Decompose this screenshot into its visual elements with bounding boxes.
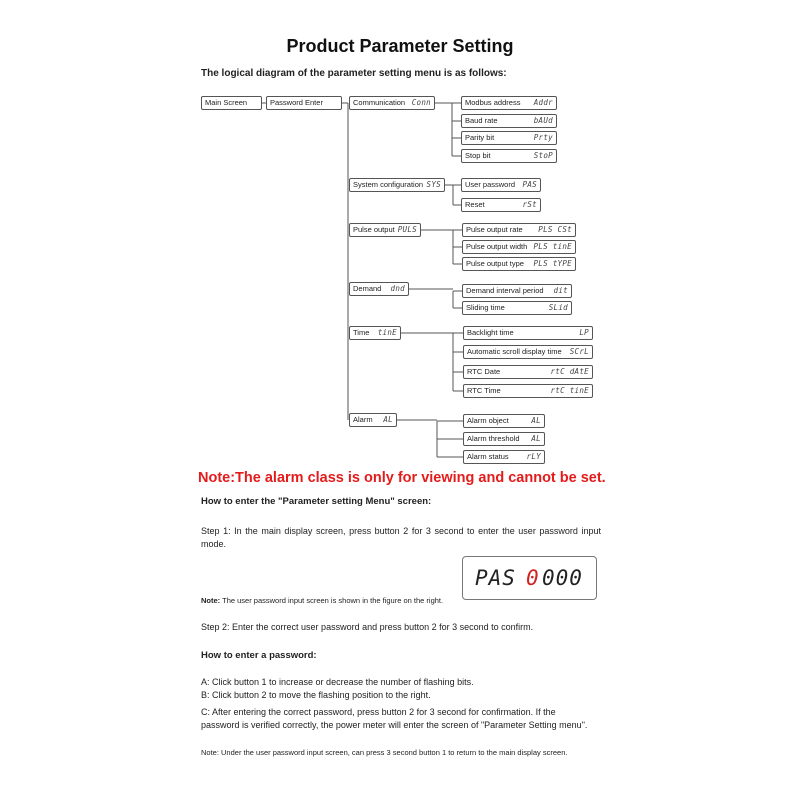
lcd-prefix: PAS [475,566,516,590]
lcd-code: LP [579,328,589,337]
password-screen-note [201,596,443,605]
menu-label: Time [353,328,370,337]
lcd-digits: 000 [542,566,583,590]
menu-item [463,384,593,398]
return-note: Note: Under the user password input screen, can press 3 second button 1 to return to the main display screen. [201,748,568,757]
instruction-a: A: Click button 1 to increase or decrease the number of flashing bits. [201,677,474,687]
password-lcd-display [462,556,597,600]
menu-label: Alarm object [467,416,509,425]
menu-label: Pulse output rate [466,225,523,234]
lcd-code: SCrL [569,347,589,356]
menu-label: System configuration [353,180,424,189]
instruction-c-line2: password is verified correctly, the power meter will enter the screen of "Parameter Setting menu". [201,720,588,730]
note-text: The user password input screen is shown in the figure on the right. [220,596,444,605]
lcd-code: AL [383,415,393,424]
lcd-flashing-digit: 0 [526,566,540,590]
menu-item [463,432,545,446]
menu-group-2 [349,223,421,237]
menu-item [461,149,557,163]
lcd-code: AL [531,416,541,425]
password-heading: How to enter a password: [201,650,317,661]
menu-group-3 [349,282,409,296]
menu-label: Stop bit [465,151,491,160]
menu-item [463,365,593,379]
menu-label: Automatic scroll display time [467,347,562,356]
menu-item [462,301,572,315]
note-label: Note: [201,596,221,605]
lcd-code: dnd [390,284,405,293]
lcd-code: rLY [526,452,541,461]
lcd-code: bAUd [533,116,553,125]
menu-item [462,240,576,254]
menu-label: Sliding time [466,303,505,312]
alarm-note: Note:The alarm class is only for viewing and cannot be set. [198,470,606,486]
menu-label: Demand interval period [466,286,544,295]
menu-group-4 [349,326,401,340]
menu-label: Modbus address [465,98,521,107]
menu-item [463,414,545,428]
lcd-code: PLS tYPE [533,259,572,268]
diagram-intro: The logical diagram of the parameter setting menu is as follows: [201,68,507,79]
lcd-code: AL [531,434,541,443]
menu-label: Demand [353,284,382,293]
main-screen-box [201,96,262,110]
step-1-text: Step 1: In the main display screen, press button 2 for 3 second to enter the user password input mode. [201,526,601,549]
menu-item [461,131,557,145]
menu-item [461,114,557,128]
menu-label: Main Screen [205,98,248,107]
lcd-code: dit [553,286,568,295]
lcd-code: PULS [397,225,417,234]
lcd-code: SLid [548,303,568,312]
menu-label: Alarm threshold [467,434,520,443]
lcd-code: PAS [522,180,537,189]
menu-label: Baud rate [465,116,498,125]
menu-item [463,326,593,340]
menu-item [463,345,593,359]
menu-label: User password [465,180,516,189]
menu-label: Pulse output [353,225,395,234]
lcd-code: rtC dAtE [550,367,589,376]
menu-label: Backlight time [467,328,514,337]
menu-group-1 [349,178,445,192]
menu-item [463,450,545,464]
menu-label: Alarm status [467,452,509,461]
lcd-code: Addr [533,98,553,107]
instruction-b: B: Click button 2 to move the flashing position to the right. [201,690,431,700]
menu-label: Pulse output width [466,242,528,251]
menu-label: Communication [353,98,406,107]
menu-label: Reset [465,200,485,209]
menu-item [461,96,557,110]
menu-item [461,178,541,192]
password-enter-box [266,96,342,110]
menu-label: RTC Date [467,367,501,376]
menu-item [462,223,576,237]
page-title: Product Parameter Setting [286,36,514,56]
step-2-text: Step 2: Enter the correct user password and press button 2 for 3 second to confirm. [201,622,534,632]
menu-label: Password Enter [270,98,323,107]
lcd-code: StoP [533,151,553,160]
lcd-code: rSt [522,200,537,209]
lcd-code: SYS [426,180,441,189]
menu-group-5 [349,413,397,427]
instruction-c-line1: C: After entering the correct password, press button 2 for 3 second for confirmation. If the [201,707,556,717]
menu-group-0 [349,96,435,110]
menu-label: RTC Time [467,386,501,395]
lcd-code: Conn [411,98,431,107]
lcd-code: PLS CSt [538,225,572,234]
enter-menu-heading: How to enter the "Parameter setting Menu" screen: [201,496,432,507]
lcd-code: rtC tinE [550,386,589,395]
lcd-code: tinE [377,328,397,337]
menu-item [462,257,576,271]
menu-label: Pulse output type [466,259,524,268]
lcd-code: Prty [533,133,553,142]
menu-item [461,198,541,212]
menu-item [462,284,572,298]
menu-label: Parity bit [465,133,495,142]
lcd-code: PLS tinE [533,242,572,251]
menu-label: Alarm [353,415,373,424]
